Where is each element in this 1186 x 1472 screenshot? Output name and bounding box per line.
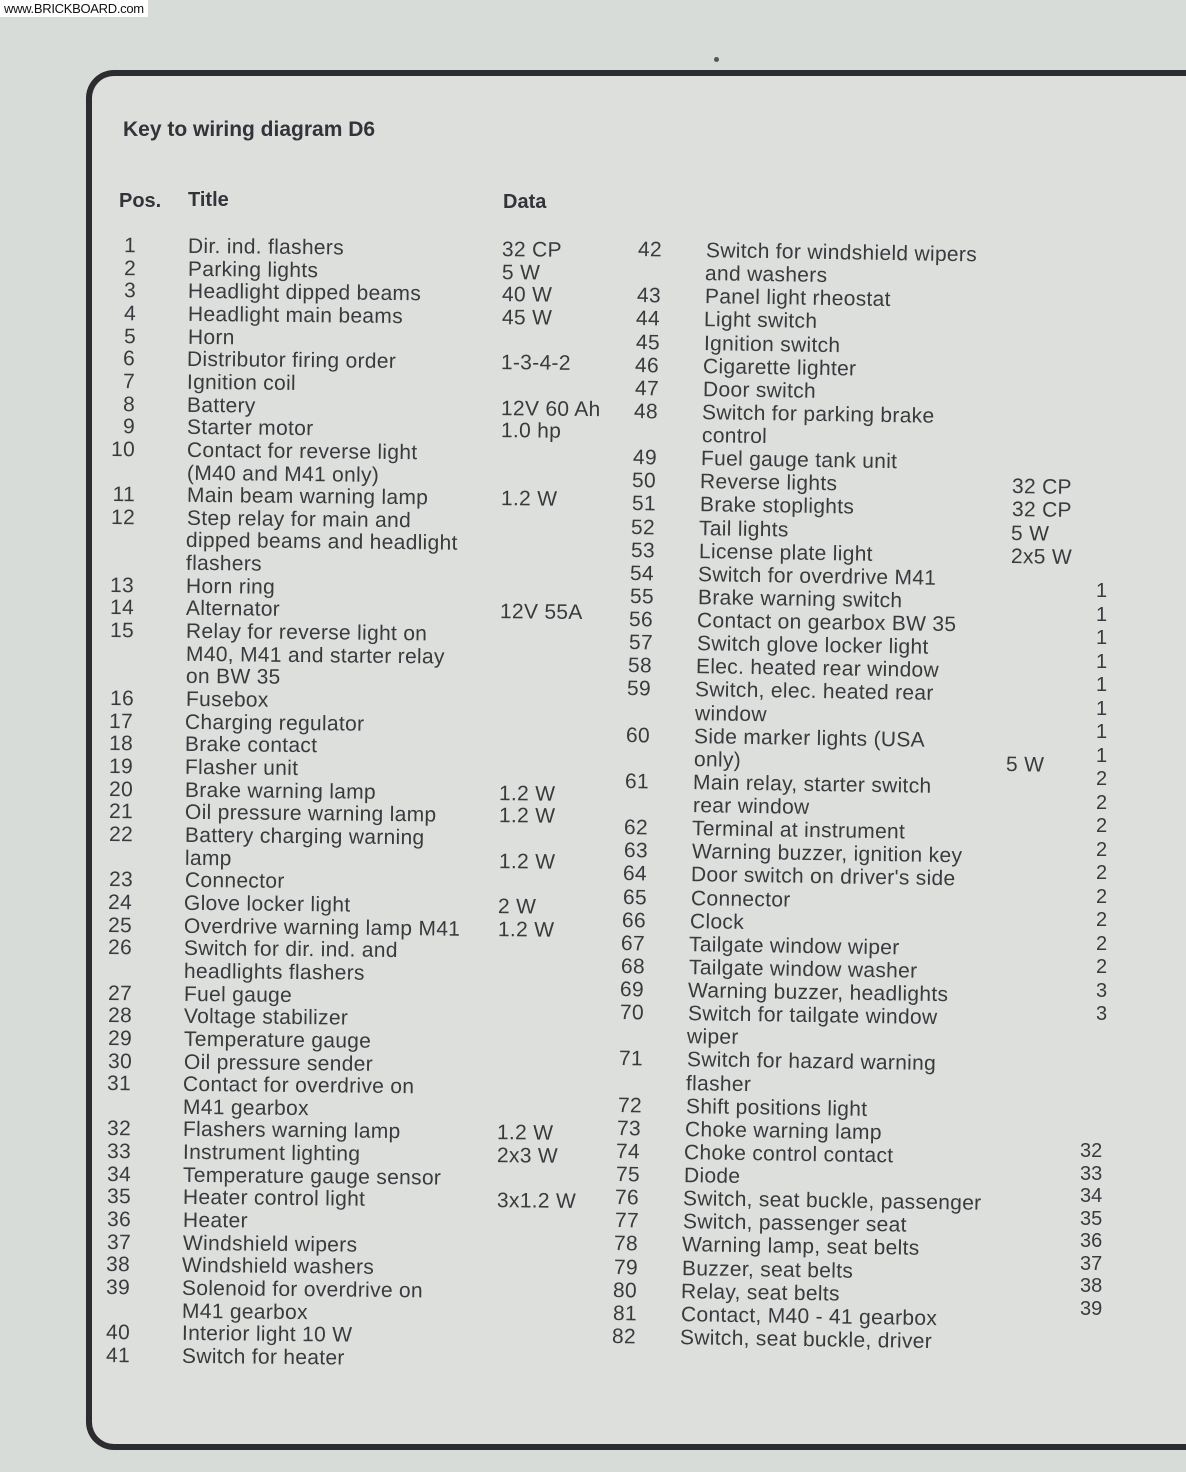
pos-number: 18 [109,732,134,756]
pos-number: 38 [106,1253,131,1277]
pos-number: 70 [619,1001,644,1025]
pos-number: 33 [107,1140,132,1164]
item-title: Ignition coil [187,370,297,395]
pos-number: 35 [106,1185,131,1209]
item-data: 1.2 W [498,849,556,874]
item-title: Fuel gauge [183,982,293,1007]
item-data: 5 W [501,260,541,285]
item-title: Switch for hazard warning [686,1048,936,1076]
edge-number: 2 [1096,815,1108,837]
header-data: Data [503,191,547,213]
pos-number: 4 [123,302,136,326]
edge-number: 1 [1096,674,1108,696]
pos-number: 14 [109,596,135,620]
item-title: Fusebox [185,687,269,712]
pos-number: 27 [107,981,133,1005]
edge-number: 3 [1096,979,1108,1002]
pos-number: 56 [628,608,654,632]
item-data: 1-3-4-2 [501,351,572,376]
pos-number: 48 [633,399,659,424]
item-data: 32 CP [501,238,562,262]
edge-number: 1 [1096,744,1108,767]
item-data: 2x3 W [496,1144,559,1168]
item-title: Flashers warning lamp [183,1118,401,1144]
edge-number: 2 [1096,932,1108,955]
item-data: 32 CP [1012,475,1073,500]
item-data: 1.2 W [498,804,556,829]
item-title: Door switch on driver's side [690,863,956,891]
item-title: M40, M41 and starter relay [185,642,445,669]
item-title: Horn ring [186,574,276,599]
pos-number: 7 [123,370,136,394]
item-data: 5 W [1005,752,1045,777]
item-title: Headlight main beams [187,302,403,329]
pos-number: 58 [627,654,653,678]
item-title: Warning buzzer, ignition key [691,840,963,868]
pos-number: 69 [620,978,645,1002]
item-data: 45 W [501,306,552,330]
pos-number: 17 [109,709,134,733]
item-data: 40 W [501,283,553,307]
item-title: headlights flashers [183,959,366,985]
item-title: Windshield wipers [182,1231,358,1257]
edge-number: 38 [1080,1275,1103,1297]
pos-number: 49 [632,446,658,470]
edge-number: 2 [1096,909,1108,931]
pos-number: 9 [122,415,136,439]
item-data: 5 W [1011,521,1050,546]
item-title: window [694,701,767,726]
pos-number: 28 [107,1004,132,1028]
item-title: only) [693,747,742,772]
edge-number: 35 [1080,1207,1103,1230]
item-title: Interior light 10 W [181,1322,353,1347]
pos-number: 8 [123,392,136,416]
edge-number: 39 [1080,1297,1103,1320]
pos-number: 75 [615,1163,641,1187]
item-data: 3x1.2 W [496,1189,577,1214]
edge-number: 1 [1096,650,1108,673]
item-title: wiper [687,1025,740,1050]
pos-number: 44 [636,307,661,331]
item-data: 32 CP [1011,498,1072,523]
pos-number: 19 [109,755,134,779]
pos-number: 40 [106,1321,131,1345]
item-title: Dir. ind. flashers [187,234,345,260]
item-title: Brake warning switch [697,586,903,613]
pos-number: 16 [109,687,134,711]
item-title: Switch for heater [181,1344,345,1370]
item-title: M41 gearbox [182,1299,309,1324]
item-title: Brake contact [185,733,318,758]
item-title: Contact, M40 - 41 gearbox [680,1302,937,1330]
pos-number: 50 [632,469,657,493]
pos-number: 29 [107,1026,132,1051]
pos-number: 24 [108,890,133,915]
pos-number: 65 [622,885,647,909]
item-title: Switch for tailgate window [687,1002,938,1030]
item-title: Choke control contact [684,1141,894,1168]
edge-number: 34 [1080,1185,1103,1207]
item-title: Light switch [704,308,818,334]
item-title: Elec. heated rear window [695,655,940,683]
item-title: Alternator [185,597,281,622]
item-title: Choke warning lamp [684,1117,882,1145]
edge-number: 1 [1096,697,1108,720]
pos-number: 15 [109,619,135,643]
item-title: Headlight dipped beams [187,280,421,306]
item-data: 1.2 W [498,917,555,942]
item-title: Clock [689,909,745,934]
pos-number: 82 [611,1325,637,1349]
item-title: Side marker lights (USA [694,724,926,752]
edge-number: 33 [1080,1162,1103,1185]
item-data: 1.2 W [500,487,558,511]
item-title: Switch, seat buckle, driver [679,1326,933,1354]
header-title: Title [188,189,229,211]
item-title: Glove locker light [184,891,352,917]
item-title: and washers [705,262,828,288]
edge-number: 1 [1096,580,1108,602]
item-data: 2 W [498,895,537,919]
pos-number: 37 [106,1230,131,1255]
pos-number: 31 [107,1072,132,1096]
item-title: Heater [182,1208,248,1233]
pos-number: 21 [108,800,134,824]
edge-number: 36 [1080,1230,1103,1252]
pos-number: 34 [106,1162,132,1187]
item-title: Relay, seat belts [680,1279,841,1306]
pos-number: 64 [622,862,648,886]
edge-number: 37 [1080,1252,1103,1275]
pos-number: 73 [616,1116,642,1141]
item-title: Terminal at instrument [691,817,906,844]
pos-number: 66 [621,908,647,933]
item-title: Panel light rheostat [704,285,891,312]
item-title: Brake stoplights [699,493,855,519]
item-title: flasher [685,1071,752,1096]
item-title: Brake warning lamp [184,778,377,804]
pos-number: 47 [634,376,659,401]
edge-number: 2 [1096,862,1108,884]
pos-number: 81 [612,1301,637,1326]
item-title: Contact for reverse light [186,438,418,465]
item-data: 1.2 W [497,1121,554,1146]
pos-number: 41 [105,1344,131,1368]
pos-number: 55 [629,584,654,609]
item-title: Temperature gauge [183,1027,372,1053]
item-title: License plate light [698,539,873,566]
pos-number: 25 [108,913,133,937]
item-title: Ignition switch [703,331,841,357]
item-title: Solenoid for overdrive on [182,1276,424,1303]
item-title: Fuel gauge tank unit [700,447,898,474]
item-title: Horn [187,325,235,349]
item-title: Connector [184,869,285,894]
item-title: flashers [186,551,263,576]
item-title: Switch for overdrive M41 [698,562,937,590]
item-title: Buzzer, seat belts [681,1256,853,1283]
item-title: Main relay, starter switch [693,771,932,798]
pos-number: 45 [635,330,660,354]
item-title: Reverse lights [700,470,838,496]
edge-number: 2 [1096,768,1108,790]
item-title: Overdrive warning lamp M41 [184,914,461,941]
pos-number: 46 [635,353,660,378]
pos-number: 5 [123,324,136,348]
edge-number: 32 [1080,1140,1103,1162]
item-title: on BW 35 [185,665,281,690]
item-title: Main beam warning lamp [186,483,428,510]
item-title: Starter motor [186,416,314,441]
item-title: Cigarette lighter [703,354,857,381]
item-title: Switch, elec. heated rear [695,678,935,706]
item-title: Warning lamp, seat belts [682,1233,920,1261]
item-title: Temperature gauge sensor [182,1163,442,1190]
item-title: M41 gearbox [183,1095,310,1120]
item-title: Contact on gearbox BW 35 [696,609,957,637]
pos-number: 20 [108,777,134,801]
item-title: Shift positions light [685,1094,868,1121]
item-data: 2x5 W [1010,544,1072,569]
item-data: 12V 55A [499,600,583,625]
pos-number: 13 [110,573,135,598]
item-title: Oil pressure sender [183,1050,373,1076]
pos-number: 11 [112,483,135,507]
pos-number: 26 [108,936,133,960]
item-title: Voltage stabilizer [183,1005,349,1030]
pos-number: 72 [617,1093,642,1118]
item-title: Tailgate window washer [688,956,918,983]
pos-number: 60 [626,723,651,748]
pos-number: 62 [624,816,649,840]
page-title: Key to wiring diagram D6 [123,118,376,141]
item-title: Flasher unit [185,755,299,781]
pos-number: 1 [123,234,137,258]
edge-number: 2 [1096,885,1108,908]
item-title: Warning buzzer, headlights [688,979,949,1007]
pos-number: 10 [110,437,136,462]
item-title: control [701,424,767,449]
pos-number: 51 [631,492,657,516]
item-title: Windshield washers [182,1254,375,1280]
item-title: Diode [683,1164,741,1189]
pos-number: 77 [614,1209,639,1233]
pos-number: 22 [108,822,133,847]
pos-number: 76 [615,1186,640,1210]
edge-number: 1 [1096,603,1108,626]
edge-number: 1 [1096,721,1108,743]
pos-number: 39 [106,1276,131,1300]
pos-number: 42 [637,238,663,262]
item-title: (M40 and M41 only) [186,461,380,487]
pos-number: 32 [107,1117,132,1141]
item-title: Heater control light [182,1186,366,1212]
pos-number: 67 [621,931,646,956]
item-title: Step relay for main and [186,506,411,532]
pos-number: 71 [618,1047,643,1071]
pos-number: 53 [630,538,655,563]
pos-number: 36 [106,1208,131,1232]
item-title: rear window [692,794,810,819]
item-title: Switch for dir. ind. and [184,937,399,963]
pos-number: 80 [612,1278,638,1303]
pos-number: 54 [630,561,655,586]
item-title: Battery charging warning [184,823,425,850]
item-title: Distributor firing order [187,348,397,374]
pos-number: 63 [623,839,648,863]
item-title: Switch for windshield wipers [705,239,978,267]
item-title: dipped beams and headlight [186,529,459,556]
item-title: Switch, passenger seat [682,1210,907,1237]
pos-number: 74 [616,1140,641,1164]
edge-number: 2 [1096,791,1108,814]
item-title: Switch, seat buckle, passenger [683,1187,982,1216]
pos-number: 6 [123,347,136,371]
item-title: Charging regulator [185,710,365,736]
pos-number: 2 [123,256,136,280]
pos-number: 12 [110,505,135,530]
pos-number: 3 [123,279,136,303]
pos-number: 43 [636,284,662,308]
item-title: Oil pressure warning lamp [184,801,437,827]
edge-number: 2 [1096,838,1108,861]
edge-number: 1 [1096,627,1108,649]
item-title: Parking lights [187,257,319,282]
pos-number: 59 [627,677,652,701]
item-title: Instrument lighting [182,1140,361,1166]
pos-number: 57 [628,631,653,655]
item-data: 1.2 W [498,781,556,806]
edge-number: 3 [1096,1003,1108,1025]
item-title: Tail lights [699,516,790,542]
pos-number: 23 [108,868,133,892]
item-data: 12V 60 Ah [501,396,601,421]
pos-number: 61 [625,769,650,794]
pos-number: 68 [620,954,646,979]
item-title: Switch for parking brake [701,400,935,428]
item-title: Contact for overdrive on [183,1072,415,1099]
pos-number: 30 [107,1049,132,1073]
edge-number: 2 [1096,956,1108,978]
item-title: Connector [690,886,791,912]
pos-number: 79 [613,1255,638,1280]
watermark: www.BRICKBOARD.com [0,0,148,17]
item-title: Battery [187,393,256,418]
item-title: Door switch [702,377,816,403]
item-data: 1.0 hp [500,419,562,443]
pos-number: 78 [614,1232,639,1256]
item-title: lamp [184,846,232,870]
pos-number: 52 [631,515,656,539]
item-title: Tailgate window wiper [689,932,901,960]
item-title: Relay for reverse light on [185,619,428,646]
item-title: Switch glove locker light [696,632,929,659]
header-pos: Pos. [119,190,162,212]
